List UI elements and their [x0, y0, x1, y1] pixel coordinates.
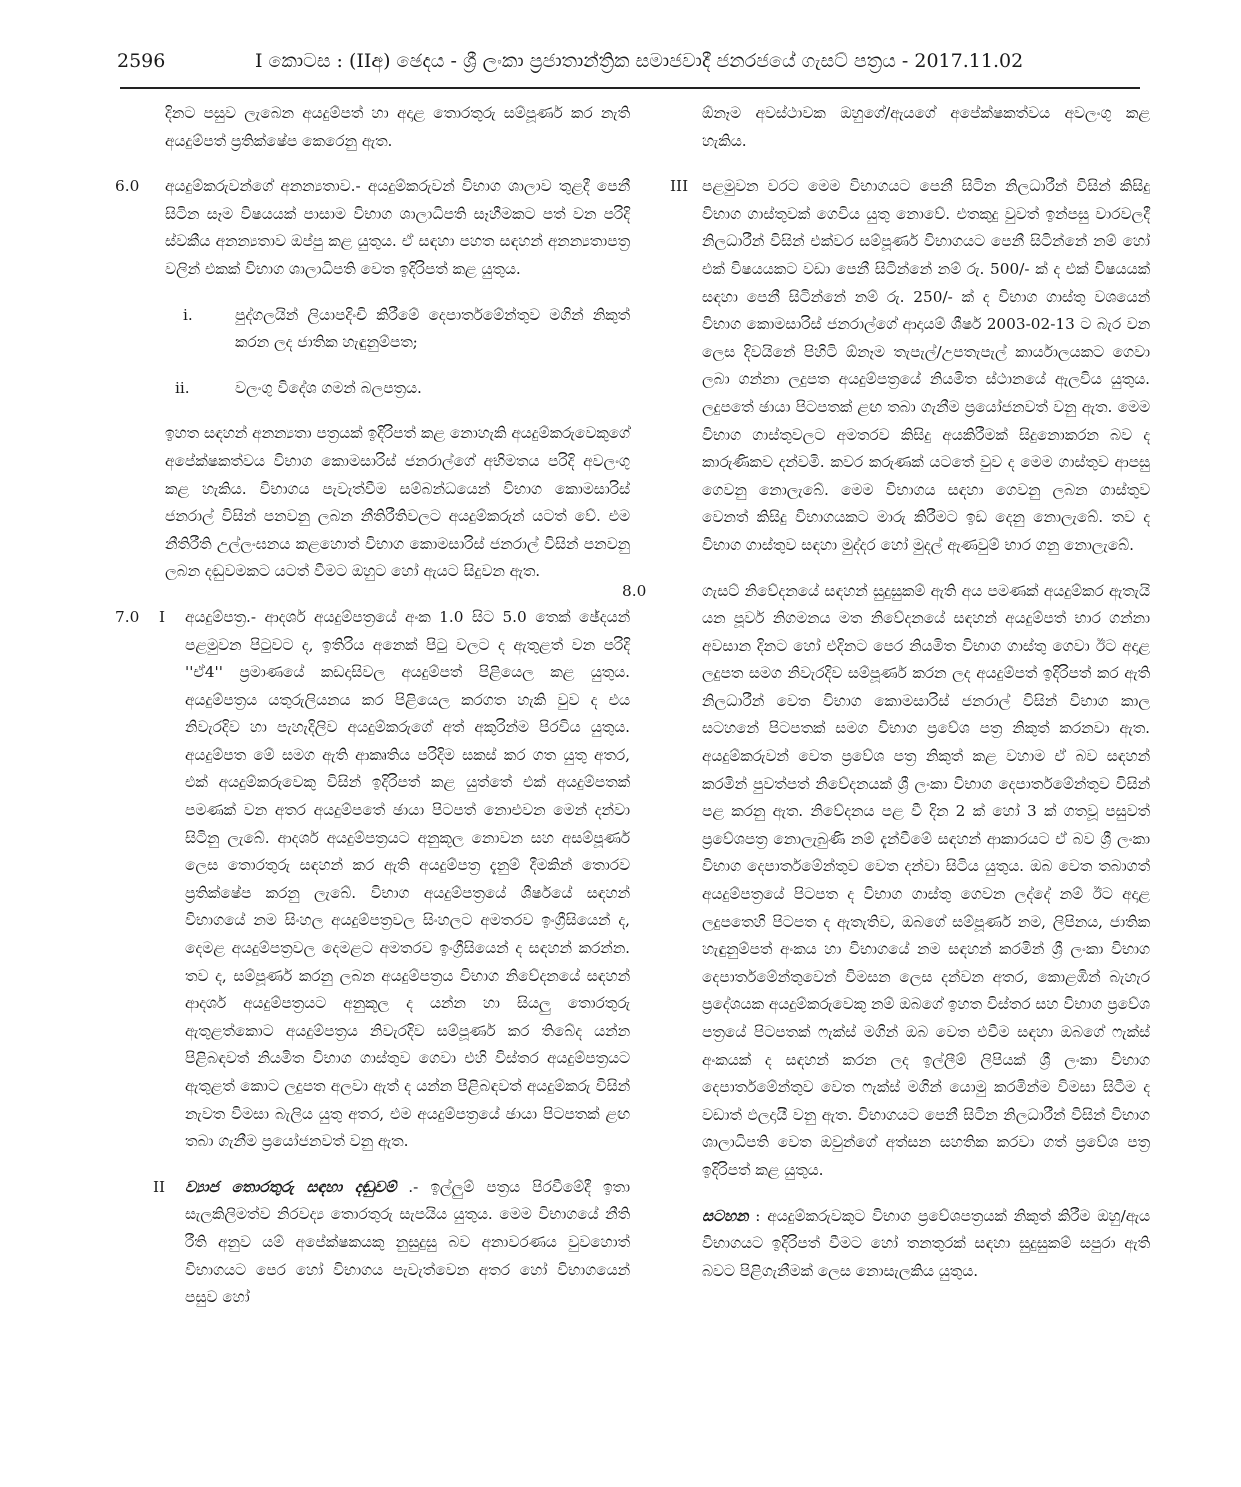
section-number: 8.0 — [622, 581, 647, 600]
section-7-iii-text: පළමුවන වරට මෙම විභාගයට පෙනී සිටින නිලධාරීන් විසින් කිසිදු විභාග ගාස්තුවක් ගෙවිය යුතු නොවේ. එතකුදු වුවත් ඉන්පසු වාරවලදී නිලධාරීන් විසින් එක්වර සම්පූර්ණ විභාගයට පෙනී සිටින්නේ නම් හෝ එක් විෂයයකට වඩා පෙනී සිටින්නේ නම් රු. 500/- ක් ද එක් විෂයයක් සඳහා පෙනී සිටින්නේ නම් රු. 250/- ක් ද විභාග ගාස්තු වශයෙන් විභාග කොමසාරිස් ජනරාල්ගේ ආදායම් ශීර්ෂ 2003-02-13 ට බැර වන ලෙස දිවයිනේ පිහිටි ඕනෑම තැපැල්/උපතැපැල් කාර්යාලයකට ගෙවා ලබා ගන්නා ලදුපත අයදුම්පත්‍රයේ නියමිත ස්ථානයේ ඇලවිය යුතුය. ලදුපතේ ඡායා පිටපතක් ළඟ තබා ගැනීම ප්‍රයෝජනවත් වනු ඇත. මෙම විභාග ගාස්තුවලට අමතරව කිසිදු අයකිරීමක් සිදුනොකරන බව ද කාරුණිකව දන්වමි. කවර කරුණක් යටතේ වුව ද මෙම ගාස්තුව ආපසු ගෙවනු නොලැබේ. මෙම විභාගය සඳහා ගෙවනු ලබන ගාස්තුව වෙනත් කිසිදු විභාගයකට මාරු කිරීමට ඉඩ දෙනු නොලැබේ. තව ද විභාග ගාස්තුව සඳහා මුද්දර හෝ මුදල් ඇණවුම් භාර ගනු නොලැබේ. — [702, 177, 1150, 554]
note — [640, 1203, 1150, 1286]
section-6-paragraph-2 — [115, 420, 630, 586]
gazette-header-title: I කොටස : (IIඅ) ඡෙදය - ශ්‍රී ලංකා ප්‍රජාතාන්ත්‍රික සමාජවාදී ජනරජයේ ගැසට් පත්‍රය - 2017.11.02 — [255, 50, 1024, 72]
left-column — [115, 100, 630, 1330]
continuation-paragraph — [640, 100, 1150, 155]
subsection-marker: III — [670, 177, 689, 196]
note-label: සටහන — [702, 1206, 749, 1225]
section-number: 6.0 — [115, 177, 140, 196]
section-7-i-text: අයදුම්පත්‍ර.- ආදර්ශ අයදුම්පත්‍රයේ අංක 1.0 සිට 5.0 තෙක් ඡේදයන් පළමුවන පිටුවට ද, ඉතිරිය අනෙක් පිටු වලට ද ඇතුළත් වන පරිදි ''ඒ4'' ප්‍රමාණයේ කඩදාසිවල අයදුම්පත් පිළියෙල කළ යුතුය. අයදුම්පත්‍රය යතුරුලියනය කර පිළියෙල කරගත හැකි වුව ද එය නිවැරදිව හා පැහැදිලිව අයදුම්කරුගේ අත් අකුරින්ම පිරවිය යුතුය. අයදුම්පත මේ සමග ඇති ආකෘතිය පරිදිම සකස් කර ගත යුතු අතර, එක් අයදුම්කරුවෙකු විසින් ඉදිරිපත් කළ යුත්තේ එක් අයදුම්පතක් පමණක් වන අතර අයදුම්පතේ ඡායා පිටපත් නොඑවන මෙන් දන්වා සිටිනු ලැබේ. ආදර්ශ අයදුම්පත්‍රයට අනුකූල නොවන සහ අසම්පූර්ණ ලෙස තොරතුරු සඳහන් කර ඇති අයදුම්පත්‍ර දැනුම් දීමකින් තොරව ප්‍රතික්ෂේප කරනු ලැබේ. විභාග අයදුම්පත්‍රයේ ශීර්ෂයේ සඳහන් විභාගයේ නම සිංහල අයදුම්පත්‍රවල සිංහලට අමතරව ඉංග්‍රීසියෙන් ද, දෙමළ අයදුම්පත්‍රවල දෙමළට අමතරව ඉංග්‍රීසියෙන් ද සඳහන් කරන්න. තව ද, සම්පූර්ණ කරනු ලබන අයදුම්පත්‍රය විභාග නිවේදනයේ සඳහන් ආදර්ශ අයදුම්පත්‍රයට අනුකූල ද යන්න හා සියලු තොරතුරු ඇතුළත්කොට අයදුම්පත්‍රය නිවැරදිව සම්පූර්ණ කර තිබේද යන්න පිළිබඳවත් නියමිත විභාග ගාස්තුව ගෙවා එහි විස්තර අයදුම්පත්‍රයට ඇතුළත් කොට ලදුපත අලවා ඇත් ද යන්න පිළිබඳවත් අයදුම්කරු විසින් නැවත විමසා බැලිය යුතු අතර, එම අයදුම්පත්‍රයේ ඡායා පිටපතක් ළඟ තබා ගැනීම ප්‍රයෝජනවත් වනු ඇත. — [185, 607, 630, 1151]
paragraph-text: ඉහත සඳහන් අනන්‍යතා පත්‍රයක් ඉදිරිපත් කළ නොහැකි අයදුම්කරුවෙකුගේ අපේක්ෂකත්වය විභාග කොමසාරිස් ජනරාල්ගේ අභිමතය පරිදි අවලංගු කළ හැකිය. විභාගය පැවැත්වීම සම්බන්ධයෙන් විභාග කොමසාරිස් ජනරාල් විසින් පනවනු ලබන නීතිරීතිවලට අයදුම්කරුන් යටත් වේ. එම නීතිරීති උල්ලංඝනය කළහොත් විභාග කොමසාරිස් ජනරාල් විසින් පනවනු ලබන දඬුවමකට යටත් වීමට ඔහුට හෝ ඇයට සිදුවන ඇත. — [165, 424, 630, 581]
section-6 — [115, 173, 630, 283]
right-column — [622, 100, 1150, 1303]
section-6-text: අයදුම්කරුවන්ගේ අනන්‍යතාව.- අයදුම්කරුවන් විභාග ශාලාව තුළදී පෙනී සිටින සෑම විෂයයක් පාසාම විභාග ශාලාධිපති සෑහීමකට පත් වන පරිදි ස්වකීය අනන්‍යතාව ඔප්පු කළ යුතුය. ඒ සඳහා පහත සඳහන් අනන්‍යතාපත්‍ර වලින් එකක් විභාග ශාලාධිපති වෙත ඉදිරිපත් කළ යුතුය. — [165, 177, 630, 278]
page-number: 2596 — [117, 50, 166, 72]
subsection-marker: II — [153, 1177, 166, 1196]
section-7-ii-text: .- ඉල්ලුම් පත්‍රය පිරවීමේදී ඉතා සැලකිලිමත්ව නිරවද්‍ය තොරතුරු සැපයිය යුතුය. මෙම විභාගයේ නීති රීති අනුව යම් අපේක්ෂකයකු නුසුදුසු බව අනාවරණය වුවහොත් විභාගයට පෙර හෝ විභාගය පැවැත්වෙන අතර හෝ විභාගයෙන් පසුව හෝ — [185, 1177, 630, 1307]
header-rule — [120, 87, 1140, 89]
note-text: : අයදුම්කරුවකුට විභාග ප්‍රවේශපත්‍රයක් නිකුත් කිරීම ඔහු/ඇය විභාගයට ඉදිරිපත් වීමට හෝ තනතුරක් සඳහා සුදුසුකම් සපුරා ඇති බවට පිළිගැනීමක් ලෙස නොසැලකිය යුතුය. — [702, 1206, 1150, 1280]
list-marker: ii. — [175, 378, 190, 397]
continuation-paragraph — [115, 100, 630, 155]
continuation-text: දිනට පසුව ලැබෙන අයදුම්පත් හා අදාළ තොරතුරු සම්පූර්ණ කර නැති අයදුම්පත් ප්‍රතික්ෂේප කෙරෙනු ඇත. — [165, 104, 630, 150]
list-item-ii — [115, 375, 630, 403]
list-item-text: පුද්ගලයින් ලියාපදිංචි කිරීමේ දෙපාර්තමේන්තුව මගින් නිකුත් කරන ලද ජාතික හැඳුනුම්පත; — [235, 305, 630, 352]
section-8 — [622, 578, 1150, 1185]
section-7-i — [115, 604, 630, 1156]
subsection-marker: I — [159, 607, 166, 626]
subsection-heading: ව්‍යාජ තොරතුරු සඳහා දඬුවම් — [185, 1177, 397, 1196]
list-item-text: වලංගු විදේශ ගමන් බලපත්‍රය. — [235, 378, 422, 397]
section-7-iii — [640, 173, 1150, 559]
continuation-text: ඕනෑම අවස්ථාවක ඔහුගේ/ඇයගේ අපේක්ෂකත්වය අවලංගු කළ හැකිය. — [702, 104, 1150, 150]
section-7-ii — [115, 1174, 630, 1312]
section-number: 7.0 — [115, 607, 140, 626]
section-8-text: ගැසට් නිවේදනයේ සඳහන් සුදුසුකම් ඇති අය පමණක් අයදුම්කර ඇතැයි යන පූර්ව නිගමනය මත නිවේදනයේ සඳහන් අයදුම්පත් භාර ගන්නා අවසාන දිනට හෝ එදිනට පෙර නියමිත විභාග ගාස්තු ගෙවා ඊට අදාළ ලදුපත සමග නිවැරදිව සම්පූර්ණ කරන ලද අයදුම්පත් ඉදිරිපත් කර ඇති නිලධාරීන් වෙත විභාග කොමසාරිස් ජනරාල් විසින් විභාග කාල සටහනේ පිටපතක් සමග විභාග ප්‍රවේශ පත්‍ර නිකුත් කරනවා ඇත. අයදුම්කරුවන් වෙත ප්‍රවේශ පත්‍ර නිකුත් කළ වහාම ඒ බව සඳහන් කරමින් පුවත්පත් නිවේදනයක් ශ්‍රී ලංකා විභාග දෙපාර්තමේන්තුව විසින් පළ කරනු ඇත. නිවේදනය පළ වී දින 2 ක් හෝ 3 ක් ගතවූ පසුවත් ප්‍රවේශපත්‍ර නොලැබුණි නම් දැන්වීමේ සඳහන් ආකාරයට ඒ බව ශ්‍රී ලංකා විභාග දෙපාර්තමේන්තුව වෙත දන්වා සිටිය යුතුය. ඔබ වෙත තබාගත් අයදුම්පත්‍රයේ පිටපත ද විභාග ගාස්තු ගෙවන ලද්දේ නම් ඊට අදාළ ලදුපතෙහි පිටපත ද ඇතැතිව, ඔබගේ සම්පූර්ණ නම, ලිපිනය, ජාතික හැඳුනුම්පත් අංකය හා විභාගයේ නම සඳහන් කරමින් ශ්‍රී ලංකා විභාග දෙපාර්තමේන්තුවෙන් විමසන ලෙස දන්වන අතර, කොළඹින් බැහැර ප්‍රදේශයක අයදුම්කරුවෙකු නම් ඔබගේ ඉහත විස්තර සහ විභාග ප්‍රවේශ පත්‍රයේ පිටපතක් ෆැක්ස් මගින් ඔබ වෙත එවීම සඳහා ඔබගේ ෆැක්ස් අංකයක් ද සඳහන් කරන ලද ඉල්ලීම් ලිපියක් ශ්‍රී ලංකා විභාග දෙපාර්තමේන්තුව වෙත ෆැක්ස් මගින් යොමු කරමින්ම විමසා සිටීම ද වඩාත් ඵලදායී වනු ඇත. විභාගයට පෙනී සිටින නිලධාරීන් විසින් විභාග ශාලාධිපති වෙත ඔවුන්ගේ අත්සන සහතික කරවා ගත් ප්‍රවේශ පත්‍ර ඉදිරිපත් කළ යුතුය. — [702, 581, 1150, 1179]
list-item-i — [115, 302, 630, 357]
list-marker: i. — [183, 305, 193, 324]
